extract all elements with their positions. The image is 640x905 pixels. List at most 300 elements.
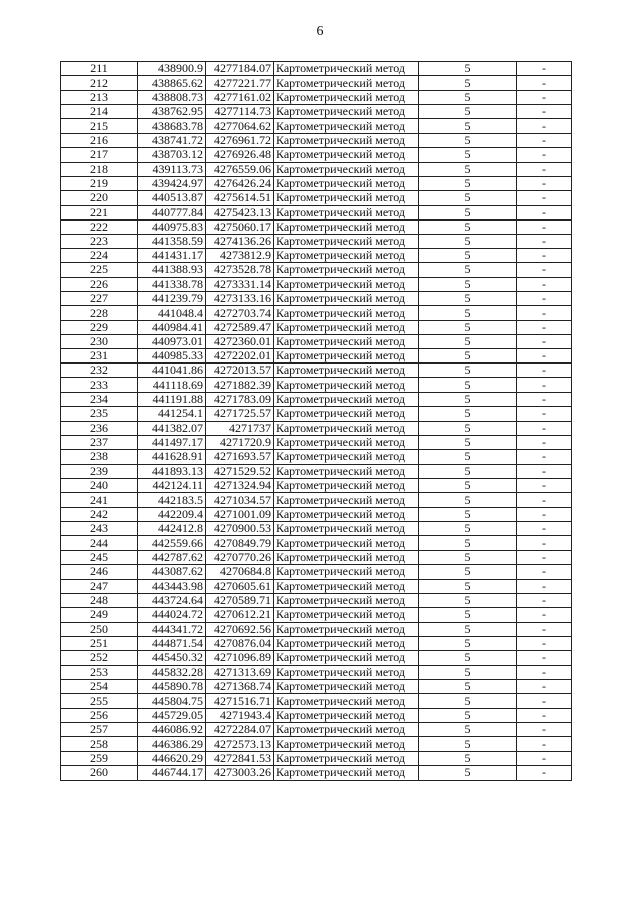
note-cell: - [517, 162, 572, 176]
method-cell: Картометрический метод [274, 292, 419, 306]
table-row [61, 421, 572, 435]
x-coordinate-cell: 441431.17 [138, 248, 206, 262]
x-coordinate-cell: 438900.9 [138, 62, 206, 76]
y-coordinate-cell: 4271096.89 [206, 651, 274, 665]
point-number-cell: 237 [61, 435, 138, 449]
note-cell: - [517, 306, 572, 320]
accuracy-cell: 5 [419, 162, 517, 176]
x-coordinate-cell: 445890.78 [138, 680, 206, 694]
x-coordinate-cell: 442124.11 [138, 478, 206, 492]
x-coordinate-cell: 443087.62 [138, 565, 206, 579]
table-row [61, 119, 572, 133]
note-cell: - [517, 76, 572, 90]
table-row [61, 435, 572, 449]
x-coordinate-cell: 438762.95 [138, 105, 206, 119]
y-coordinate-cell: 4273528.78 [206, 263, 274, 277]
method-cell: Картометрический метод [274, 450, 419, 464]
method-cell: Картометрический метод [274, 550, 419, 564]
y-coordinate-cell: 4271324.94 [206, 478, 274, 492]
accuracy-cell: 5 [419, 464, 517, 478]
point-number-cell: 247 [61, 579, 138, 593]
point-number-cell: 240 [61, 478, 138, 492]
point-number-cell: 211 [61, 62, 138, 76]
point-number-cell: 238 [61, 450, 138, 464]
y-coordinate-cell: 4273331.14 [206, 277, 274, 291]
y-coordinate-cell: 4272360.01 [206, 335, 274, 349]
accuracy-cell: 5 [419, 751, 517, 765]
point-number-cell: 241 [61, 493, 138, 507]
point-number-cell: 231 [61, 349, 138, 364]
method-cell: Картометрический метод [274, 76, 419, 90]
y-coordinate-cell: 4270876.04 [206, 636, 274, 650]
x-coordinate-cell: 438865.62 [138, 76, 206, 90]
x-coordinate-cell: 438808.73 [138, 90, 206, 104]
x-coordinate-cell: 441338.78 [138, 277, 206, 291]
method-cell: Картометрический метод [274, 191, 419, 205]
x-coordinate-cell: 440985.33 [138, 349, 206, 364]
table-row [61, 363, 572, 378]
note-cell: - [517, 363, 572, 378]
y-coordinate-cell: 4275423.13 [206, 205, 274, 220]
method-cell: Картометрический метод [274, 133, 419, 147]
point-number-cell: 242 [61, 507, 138, 521]
method-cell: Картометрический метод [274, 464, 419, 478]
method-cell: Картометрический метод [274, 507, 419, 521]
accuracy-cell: 5 [419, 349, 517, 364]
note-cell: - [517, 694, 572, 708]
point-number-cell: 236 [61, 421, 138, 435]
table-row [61, 478, 572, 492]
point-number-cell: 228 [61, 306, 138, 320]
y-coordinate-cell: 4270849.79 [206, 536, 274, 550]
x-coordinate-cell: 444871.54 [138, 636, 206, 650]
y-coordinate-cell: 4271693.57 [206, 450, 274, 464]
method-cell: Картометрический метод [274, 565, 419, 579]
method-cell: Картометрический метод [274, 737, 419, 751]
table-row [61, 234, 572, 248]
y-coordinate-cell: 4276926.48 [206, 148, 274, 162]
note-cell: - [517, 378, 572, 392]
note-cell: - [517, 349, 572, 364]
method-cell: Картометрический метод [274, 478, 419, 492]
method-cell: Картометрический метод [274, 723, 419, 737]
coordinates-table-body [61, 62, 572, 781]
table-row [61, 694, 572, 708]
table-row [61, 464, 572, 478]
table-row [61, 205, 572, 220]
point-number-cell: 243 [61, 522, 138, 536]
note-cell: - [517, 148, 572, 162]
note-cell: - [517, 105, 572, 119]
note-cell: - [517, 708, 572, 722]
method-cell: Картометрический метод [274, 392, 419, 406]
method-cell: Картометрический метод [274, 694, 419, 708]
table-row [61, 593, 572, 607]
y-coordinate-cell: 4272013.57 [206, 363, 274, 378]
method-cell: Картометрический метод [274, 622, 419, 636]
point-number-cell: 257 [61, 723, 138, 737]
accuracy-cell: 5 [419, 680, 517, 694]
table-row [61, 723, 572, 737]
accuracy-cell: 5 [419, 148, 517, 162]
table-row [61, 493, 572, 507]
note-cell: - [517, 737, 572, 751]
y-coordinate-cell: 4277161.02 [206, 90, 274, 104]
method-cell: Картометрический метод [274, 306, 419, 320]
y-coordinate-cell: 4272202.01 [206, 349, 274, 364]
table-row [61, 680, 572, 694]
y-coordinate-cell: 4276559.06 [206, 162, 274, 176]
point-number-cell: 253 [61, 665, 138, 679]
accuracy-cell: 5 [419, 378, 517, 392]
point-number-cell: 214 [61, 105, 138, 119]
y-coordinate-cell: 4271725.57 [206, 407, 274, 421]
method-cell: Картометрический метод [274, 205, 419, 220]
x-coordinate-cell: 442787.62 [138, 550, 206, 564]
table-row [61, 550, 572, 564]
method-cell: Картометрический метод [274, 277, 419, 291]
accuracy-cell: 5 [419, 565, 517, 579]
x-coordinate-cell: 446620.29 [138, 751, 206, 765]
point-number-cell: 260 [61, 766, 138, 780]
accuracy-cell: 5 [419, 335, 517, 349]
x-coordinate-cell: 442412.8 [138, 522, 206, 536]
method-cell: Картометрический метод [274, 751, 419, 765]
point-number-cell: 252 [61, 651, 138, 665]
note-cell: - [517, 263, 572, 277]
note-cell: - [517, 622, 572, 636]
point-number-cell: 227 [61, 292, 138, 306]
table-row [61, 133, 572, 147]
x-coordinate-cell: 441893.13 [138, 464, 206, 478]
note-cell: - [517, 205, 572, 220]
accuracy-cell: 5 [419, 478, 517, 492]
y-coordinate-cell: 4273133.16 [206, 292, 274, 306]
y-coordinate-cell: 4272589.47 [206, 320, 274, 334]
point-number-cell: 248 [61, 593, 138, 607]
note-cell: - [517, 478, 572, 492]
point-number-cell: 258 [61, 737, 138, 751]
x-coordinate-cell: 441239.79 [138, 292, 206, 306]
table-row [61, 191, 572, 205]
point-number-cell: 219 [61, 176, 138, 190]
table-row [61, 708, 572, 722]
method-cell: Картометрический метод [274, 148, 419, 162]
point-number-cell: 246 [61, 565, 138, 579]
point-number-cell: 255 [61, 694, 138, 708]
y-coordinate-cell: 4272703.74 [206, 306, 274, 320]
method-cell: Картометрический метод [274, 579, 419, 593]
table-row [61, 378, 572, 392]
x-coordinate-cell: 438703.12 [138, 148, 206, 162]
note-cell: - [517, 90, 572, 104]
y-coordinate-cell: 4272573.13 [206, 737, 274, 751]
method-cell: Картометрический метод [274, 378, 419, 392]
y-coordinate-cell: 4277114.73 [206, 105, 274, 119]
y-coordinate-cell: 4276426.24 [206, 176, 274, 190]
note-cell: - [517, 522, 572, 536]
y-coordinate-cell: 4274136.26 [206, 234, 274, 248]
accuracy-cell: 5 [419, 766, 517, 780]
table-row [61, 622, 572, 636]
x-coordinate-cell: 442559.66 [138, 536, 206, 550]
point-number-cell: 225 [61, 263, 138, 277]
y-coordinate-cell: 4270692.56 [206, 622, 274, 636]
method-cell: Картометрический метод [274, 407, 419, 421]
point-number-cell: 235 [61, 407, 138, 421]
y-coordinate-cell: 4270612.21 [206, 608, 274, 622]
method-cell: Картометрический метод [274, 320, 419, 334]
method-cell: Картометрический метод [274, 536, 419, 550]
x-coordinate-cell: 441358.59 [138, 234, 206, 248]
point-number-cell: 249 [61, 608, 138, 622]
accuracy-cell: 5 [419, 205, 517, 220]
accuracy-cell: 5 [419, 522, 517, 536]
point-number-cell: 216 [61, 133, 138, 147]
x-coordinate-cell: 439113.73 [138, 162, 206, 176]
y-coordinate-cell: 4271034.57 [206, 493, 274, 507]
accuracy-cell: 5 [419, 608, 517, 622]
point-number-cell: 212 [61, 76, 138, 90]
table-row [61, 737, 572, 751]
x-coordinate-cell: 438741.72 [138, 133, 206, 147]
table-row [61, 306, 572, 320]
x-coordinate-cell: 439424.97 [138, 176, 206, 190]
table-row [61, 292, 572, 306]
table-row [61, 392, 572, 406]
method-cell: Картометрический метод [274, 349, 419, 364]
x-coordinate-cell: 442209.4 [138, 507, 206, 521]
page-number: 6 [316, 24, 324, 39]
method-cell: Картометрический метод [274, 220, 419, 235]
accuracy-cell: 5 [419, 105, 517, 119]
y-coordinate-cell: 4272841.53 [206, 751, 274, 765]
method-cell: Картометрический метод [274, 263, 419, 277]
y-coordinate-cell: 4271516.71 [206, 694, 274, 708]
x-coordinate-cell: 441118.69 [138, 378, 206, 392]
accuracy-cell: 5 [419, 493, 517, 507]
method-cell: Картометрический метод [274, 766, 419, 780]
table-row [61, 450, 572, 464]
point-number-cell: 218 [61, 162, 138, 176]
table-row [61, 90, 572, 104]
method-cell: Картометрический метод [274, 435, 419, 449]
table-row [61, 176, 572, 190]
x-coordinate-cell: 445450.32 [138, 651, 206, 665]
note-cell: - [517, 766, 572, 780]
method-cell: Картометрический метод [274, 522, 419, 536]
point-number-cell: 251 [61, 636, 138, 650]
x-coordinate-cell: 446386.29 [138, 737, 206, 751]
method-cell: Картометрический метод [274, 162, 419, 176]
note-cell: - [517, 665, 572, 679]
x-coordinate-cell: 440984.41 [138, 320, 206, 334]
accuracy-cell: 5 [419, 450, 517, 464]
point-number-cell: 254 [61, 680, 138, 694]
x-coordinate-cell: 445804.75 [138, 694, 206, 708]
accuracy-cell: 5 [419, 176, 517, 190]
note-cell: - [517, 723, 572, 737]
x-coordinate-cell: 440513.87 [138, 191, 206, 205]
x-coordinate-cell: 445729.05 [138, 708, 206, 722]
note-cell: - [517, 292, 572, 306]
table-row [61, 105, 572, 119]
accuracy-cell: 5 [419, 191, 517, 205]
note-cell: - [517, 593, 572, 607]
accuracy-cell: 5 [419, 536, 517, 550]
method-cell: Картометрический метод [274, 335, 419, 349]
table-row [61, 335, 572, 349]
table-row [61, 148, 572, 162]
note-cell: - [517, 191, 572, 205]
x-coordinate-cell: 444024.72 [138, 608, 206, 622]
point-number-cell: 245 [61, 550, 138, 564]
table-row [61, 162, 572, 176]
accuracy-cell: 5 [419, 651, 517, 665]
note-cell: - [517, 392, 572, 406]
note-cell: - [517, 421, 572, 435]
method-cell: Картометрический метод [274, 593, 419, 607]
method-cell: Картометрический метод [274, 493, 419, 507]
point-number-cell: 250 [61, 622, 138, 636]
note-cell: - [517, 450, 572, 464]
method-cell: Картометрический метод [274, 665, 419, 679]
table-row [61, 263, 572, 277]
y-coordinate-cell: 4277184.07 [206, 62, 274, 76]
table-row [61, 608, 572, 622]
table-row [61, 407, 572, 421]
note-cell: - [517, 133, 572, 147]
table-row [61, 636, 572, 650]
note-cell: - [517, 608, 572, 622]
point-number-cell: 215 [61, 119, 138, 133]
method-cell: Картометрический метод [274, 651, 419, 665]
y-coordinate-cell: 4271737 [206, 421, 274, 435]
method-cell: Картометрический метод [274, 234, 419, 248]
note-cell: - [517, 407, 572, 421]
table-row [61, 349, 572, 364]
method-cell: Картометрический метод [274, 363, 419, 378]
note-cell: - [517, 435, 572, 449]
note-cell: - [517, 62, 572, 76]
accuracy-cell: 5 [419, 62, 517, 76]
method-cell: Картометрический метод [274, 90, 419, 104]
coordinates-table [60, 61, 572, 781]
accuracy-cell: 5 [419, 737, 517, 751]
point-number-cell: 222 [61, 220, 138, 235]
accuracy-cell: 5 [419, 76, 517, 90]
accuracy-cell: 5 [419, 133, 517, 147]
x-coordinate-cell: 441388.93 [138, 263, 206, 277]
note-cell: - [517, 248, 572, 262]
method-cell: Картометрический метод [274, 248, 419, 262]
point-number-cell: 221 [61, 205, 138, 220]
note-cell: - [517, 277, 572, 291]
note-cell: - [517, 565, 572, 579]
accuracy-cell: 5 [419, 306, 517, 320]
table-row [61, 522, 572, 536]
x-coordinate-cell: 441382.07 [138, 421, 206, 435]
accuracy-cell: 5 [419, 507, 517, 521]
method-cell: Картометрический метод [274, 708, 419, 722]
x-coordinate-cell: 446086.92 [138, 723, 206, 737]
x-coordinate-cell: 444341.72 [138, 622, 206, 636]
note-cell: - [517, 335, 572, 349]
method-cell: Картометрический метод [274, 105, 419, 119]
accuracy-cell: 5 [419, 392, 517, 406]
point-number-cell: 239 [61, 464, 138, 478]
x-coordinate-cell: 443724.64 [138, 593, 206, 607]
point-number-cell: 230 [61, 335, 138, 349]
accuracy-cell: 5 [419, 723, 517, 737]
note-cell: - [517, 507, 572, 521]
note-cell: - [517, 579, 572, 593]
y-coordinate-cell: 4270589.71 [206, 593, 274, 607]
note-cell: - [517, 220, 572, 235]
y-coordinate-cell: 4270605.61 [206, 579, 274, 593]
x-coordinate-cell: 443443.98 [138, 579, 206, 593]
table-row [61, 579, 572, 593]
accuracy-cell: 5 [419, 363, 517, 378]
accuracy-cell: 5 [419, 665, 517, 679]
point-number-cell: 256 [61, 708, 138, 722]
accuracy-cell: 5 [419, 550, 517, 564]
x-coordinate-cell: 440777.84 [138, 205, 206, 220]
y-coordinate-cell: 4270684.8 [206, 565, 274, 579]
y-coordinate-cell: 4271001.09 [206, 507, 274, 521]
accuracy-cell: 5 [419, 593, 517, 607]
table-row [61, 751, 572, 765]
table-row [61, 651, 572, 665]
x-coordinate-cell: 442183.5 [138, 493, 206, 507]
x-coordinate-cell: 440973.01 [138, 335, 206, 349]
note-cell: - [517, 464, 572, 478]
method-cell: Картометрический метод [274, 62, 419, 76]
accuracy-cell: 5 [419, 435, 517, 449]
y-coordinate-cell: 4271313.69 [206, 665, 274, 679]
x-coordinate-cell: 441041.86 [138, 363, 206, 378]
accuracy-cell: 5 [419, 708, 517, 722]
note-cell: - [517, 680, 572, 694]
table-row [61, 536, 572, 550]
x-coordinate-cell: 441048.4 [138, 306, 206, 320]
table-row [61, 220, 572, 235]
note-cell: - [517, 751, 572, 765]
note-cell: - [517, 320, 572, 334]
method-cell: Картометрический метод [274, 636, 419, 650]
note-cell: - [517, 176, 572, 190]
y-coordinate-cell: 4273812.9 [206, 248, 274, 262]
y-coordinate-cell: 4277221.77 [206, 76, 274, 90]
accuracy-cell: 5 [419, 579, 517, 593]
note-cell: - [517, 234, 572, 248]
note-cell: - [517, 636, 572, 650]
point-number-cell: 220 [61, 191, 138, 205]
method-cell: Картометрический метод [274, 421, 419, 435]
point-number-cell: 229 [61, 320, 138, 334]
point-number-cell: 226 [61, 277, 138, 291]
note-cell: - [517, 493, 572, 507]
accuracy-cell: 5 [419, 263, 517, 277]
note-cell: - [517, 550, 572, 564]
accuracy-cell: 5 [419, 636, 517, 650]
x-coordinate-cell: 441497.17 [138, 435, 206, 449]
y-coordinate-cell: 4271368.74 [206, 680, 274, 694]
table-row [61, 565, 572, 579]
method-cell: Картометрический метод [274, 119, 419, 133]
y-coordinate-cell: 4275060.17 [206, 220, 274, 235]
y-coordinate-cell: 4270770.26 [206, 550, 274, 564]
